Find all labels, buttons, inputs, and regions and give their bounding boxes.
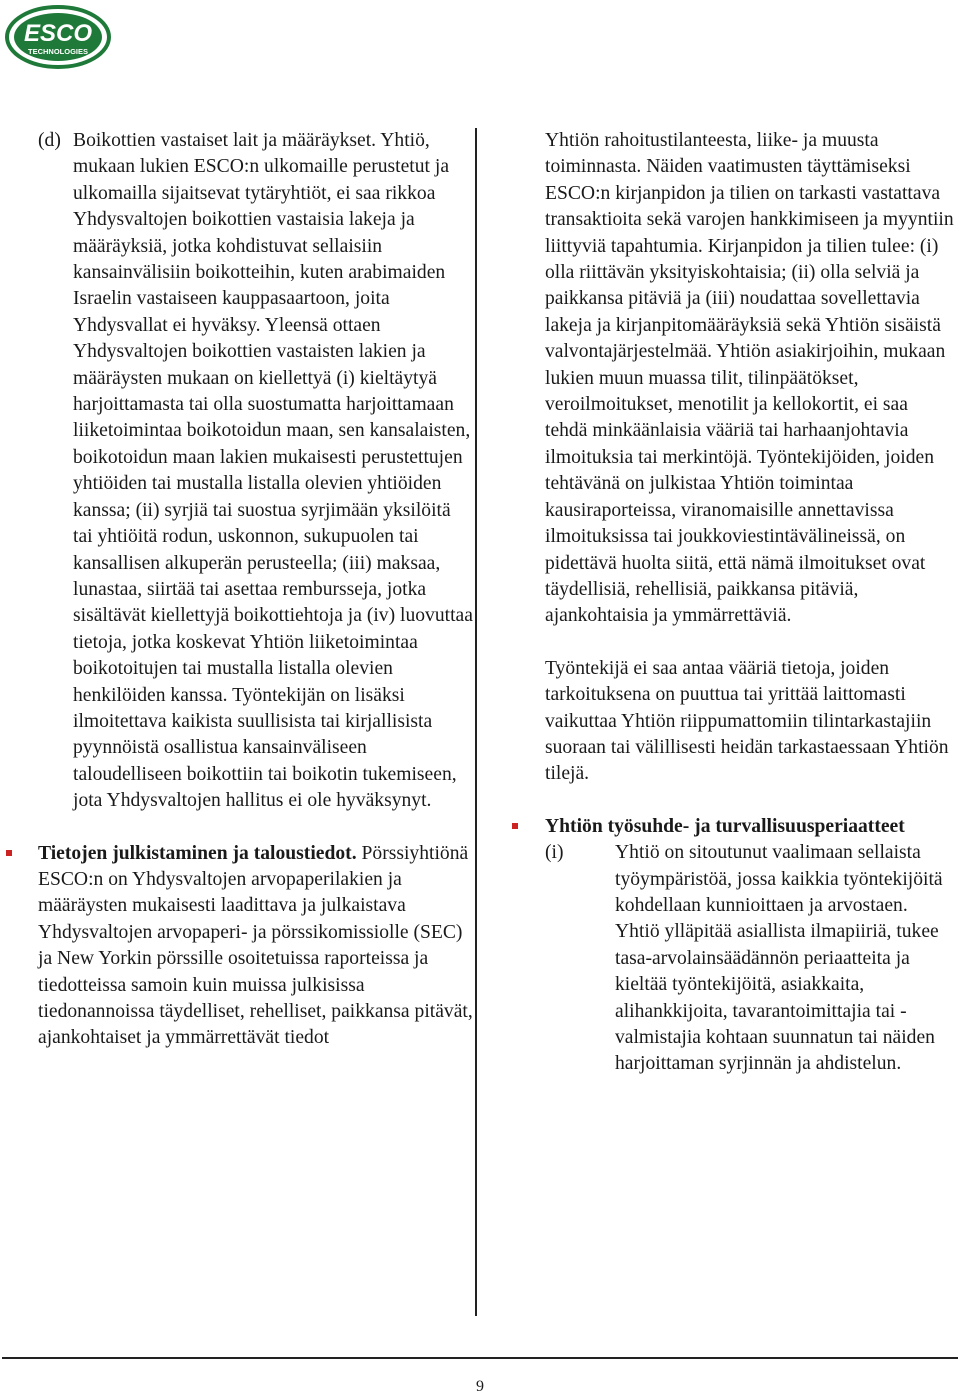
bullet-icon [512, 823, 518, 829]
left-column [38, 128, 474, 1052]
section-disclosure-heading: Tietojen julkistaminen ja taloustiedot. [38, 842, 357, 864]
right-para-2: Työntekijä ei saa antaa vääriä tietoja, joiden tarkoituksena on puuttua tai yrittää laittomasti vaikuttaa Yhtiön riippumattomiin tilintarkastajiin suoraan tai välillisesti heidän tarkastaessaan Yhtiön tilejä. [545, 657, 949, 785]
item-d-label: (d) [38, 130, 61, 151]
logo-subtext: TECHNOLOGIES [27, 47, 89, 56]
page-number: 9 [476, 1378, 484, 1395]
section-employment [545, 814, 955, 1078]
section-disclosure-text: Pörssiyhtiönä ESCO:n on Yhdysvaltojen arvopaperilakien ja määräysten mukaisesti laadittava ja julkaistava Yhdysvaltojen arvopaperi- ja pörssikomissiolle (SEC) ja New Yorkin pörssille osoitetuissa raporteissa ja tiedotteissa samoin kuin muissa julkisissa tiedonannoissa täydelliset, rehelliset, paikkansa pitävät, ajankohtaiset ja ymmärrettävät tiedot [38, 842, 473, 1049]
right-para-1: Yhtiön rahoitustilanteesta, liike- ja muusta toiminnasta. Näiden vaatimusten täyttämiseksi ESCO:n kirjanpidon ja tilien on tarkasti vastattava transaktioita sekä varojen hankkimiseen ja myyntiin liittyviä tapahtumia. Kirjanpidon ja tilien tulee: (i) olla riittävän yksityiskohtaisia; (ii) olla selviä ja paikkansa pitäviä ja (iii) noudattaa sovellettavia lakeja ja kirjanpitomääräyksiä sekä Yhtiön sisäistä valvontajärjestelmää. Yhtiön asiakirjoihin, mukaan lukien muun muassa tilit, tilinpäätökset, veroilmoitukset, menotilit ja kellokortit, ei saa tehdä minkäänlaisia vääriä tai harhaanjohtavia ilmoituksia tai merkintöjä. Työntekijöiden, joiden tehtävänä on julkistaa Yhtiön toimintaa kausiraporteissa, viranomaisille annettavissa ilmoituksissa tai joukkoviestintävälineissä, on pidettävä huolta siitä, että nämä ilmoitukset ovat täydellisiä, rehellisiä, paikkansa pitäviä, ajankohtaisia ja ymmärrettäviä. [545, 130, 954, 627]
column-divider [475, 128, 477, 1316]
item-i-label: (i) [545, 842, 564, 864]
item-i [545, 840, 955, 1078]
item-d [38, 128, 474, 815]
section-disclosure [38, 841, 474, 1052]
item-d-text: Boikottien vastaiset lait ja määräykset. Yhtiö, mukaan lukien ESCO:n ulkomaille perustetut ja ulkomailla sijaitsevat tytäryhtiöt, ei saa rikkoa Yhdysvaltojen boikottien vastaisia lakeja ja määräyksiä, jotka kohdistuvat sellaisiin kansainvälisiin boikotteihin, kuten arabimaiden Israelin vastaiseen kauppasaartoon, joita Yhdysvallat ei hyväksy. Yleensä ottaen Yhdysvaltojen boikottien vastaisten lakien ja määräysten mukaan on kiellettyä (i) kieltäytyä harjoittamasta tai olla suostumatta harjoittamaan liiketoimintaa boikotoidun maan, sen kansalaisten, boikotoidun maan lakien mukaisesti perustettujen yhtiöiden tai mustalla listalla olevien yhtiöiden kanssa; (ii) syrjiä tai suostua syrjimään yksilöitä tai yhtiöitä rodun, uskonnon, sukupuolen tai kansallisen alkuperän perusteella; (iii) maksaa, lunastaa, siirtää tai asettaa rembursseja, jotka sisältävät kiellettyjä boikottiehtoja ja (iv) luovuttaa tietoja, jotka koskevat Yhtiön liiketoimintaa boikotoitujen tai mustalla listalla olevien henkilöiden kanssa. Työntekijän on lisäksi ilmoitettava kaikista suullisista tai kirjallisista pyynnöistä osallistua kansainväliseen taloudelliseen boikottiin tai boikotin tukemiseen, jota Yhdysvaltojen hallitus ei ole hyväksynyt. [73, 130, 473, 812]
section-employment-heading: Yhtiön työsuhde- ja turvallisuusperiaatteet [545, 815, 905, 837]
bullet-icon [6, 850, 12, 856]
right-column [545, 128, 955, 1078]
item-i-text: Yhtiö on sitoutunut vaalimaan sellaista työympäristöä, jossa kaikkia työntekijöitä kohdellaan kunnioittaen ja arvostaen. Yhtiö ylläpitää asiallista ilmapiiriä, tukee tasa-arvolainsäädännön periaatteita ja kieltää työntekijöitä, asiakkaita, alihankkijoita, tavarantoimittajia tai -valmistajia kohtaan suunnatun tai näiden harjoittaman syrjinnän ja ahdistelun. [615, 842, 943, 1075]
esco-logo [4, 4, 112, 70]
footer-rule [2, 1357, 958, 1359]
logo-text: ESCO [23, 20, 93, 47]
